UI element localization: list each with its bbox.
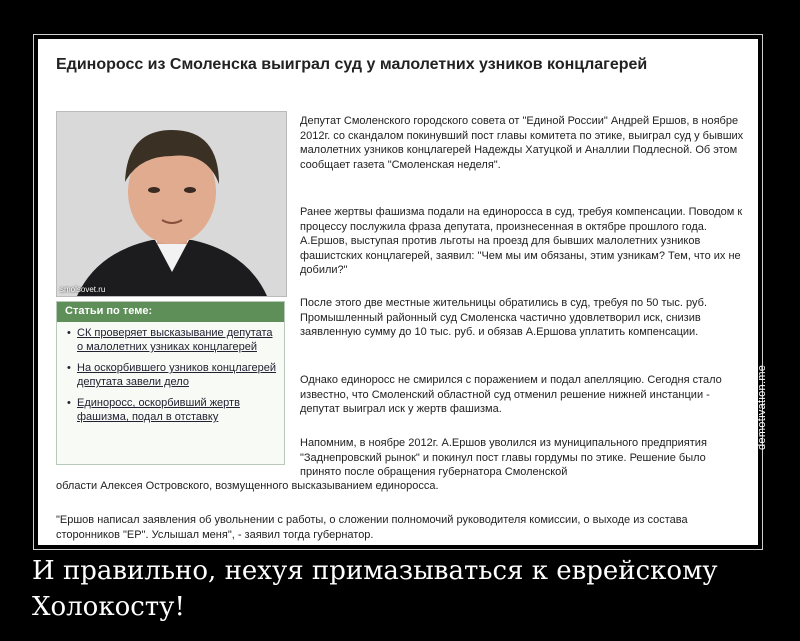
related-item (67, 326, 278, 354)
site-watermark: demotivation.me (756, 364, 768, 450)
related-link[interactable]: Единоросс, оскорбивший жертв фашизма, подал в отставку (77, 397, 240, 423)
article-paragraph: области Алексея Островского, возмущенного высказыванием единоросса. (56, 480, 439, 492)
article-screenshot (38, 39, 758, 545)
article-paragraph: Напомним, в ноябре 2012г. А.Ершов уволился из муниципального предприятия "Заднепровский рынок" и покинул пост главы горд​умы по этике. Решение было принято после обращения губернатора Смоленской (300, 437, 707, 478)
photo-source-label: smolsovet.ru (60, 285, 106, 294)
related-item (67, 361, 278, 389)
article-paragraph: Депутат Смоленского городского совета от "Единой России" Андрей Ершов, в ноябре 2012г. со скандалом покинувший пост главы комитета по этике, выиграл суд у бывших малолетних узников концлагерей Надежды Хатуцкой и Аналлии Подлесной. Об этом сообщает газета "Смоленская неделя". (300, 115, 744, 171)
article-paragraph: Однако единоросс не смирился с поражением и подал апелляцию. Сегодня стало известно, что Смоленский областной суд отменил решение нижней инстанции - депутат выиграл иск у жертв фашизма. (300, 374, 722, 415)
article-paragraph: После этого две местные жительницы обратились в суд, требуя по 50 тыс. руб. Промышленный районный суд Смоленска частично удовлетворил иск, снизив заявленную сумму до 10 тыс. руб. и обязав А.Ершова уплатить компенсации. (300, 297, 708, 338)
related-articles-box (56, 301, 285, 465)
article-paragraph: Ранее жертвы фашизма подали на единоросса в суд, требуя компенсации. Поводом к процессу послужила фраза депутата, произнесенная в октябре прошлого года. А.Ершов, выступая против льготы на проезд для бывших малолетних узников фашистских концлагерей, заявил: "Чем мы им обязаны, этим узникам? Тем, что их не добили?" (300, 206, 743, 276)
article-quote: "Ершов написал заявления об увольнении с работы, о сложении полномочий руководителя комиссии, о выходе из состава сторонников "ЕР". Услышал меня", - заявил тогда губернатор. (56, 514, 688, 541)
related-articles-heading: Статьи по теме: (57, 302, 284, 322)
poster-caption: И правильно, нехуя примазываться к еврейскому Холокосту! (32, 556, 718, 622)
author-photo (56, 111, 287, 297)
related-link[interactable]: На оскорбившего узников концлагерей депутата завели дело (77, 362, 277, 388)
article-title: Единоросс из Смоленска выиграл суд у малолетних узников концлагерей (56, 56, 648, 73)
portrait-image (57, 112, 286, 296)
related-link[interactable]: СК проверяет высказывание депутата о малолетних узниках концлагерей (77, 327, 273, 353)
related-item (67, 396, 278, 424)
